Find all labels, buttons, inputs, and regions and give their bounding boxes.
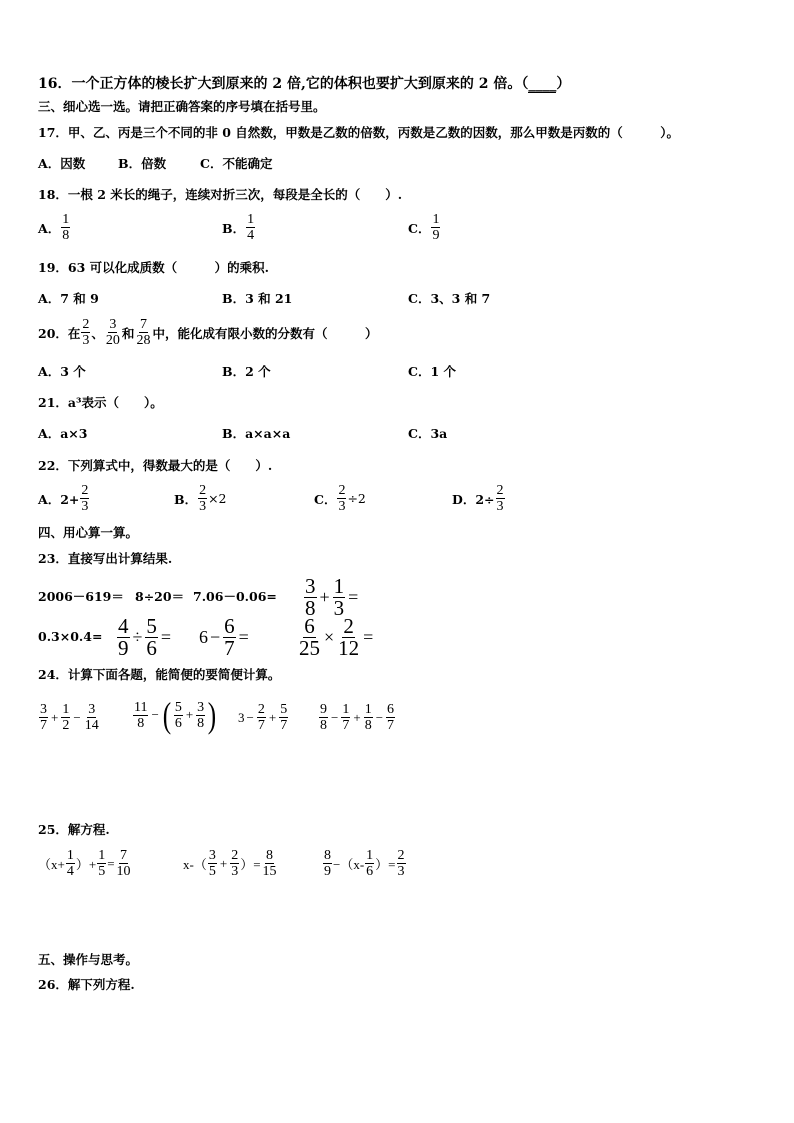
- q20-option-c: C．1 个: [408, 364, 456, 379]
- q22-option-c: C． $\frac{2}{3}$ ÷2: [314, 483, 366, 514]
- q25-equation-1: （x+ $\frac{1}{4}$ ）+ $\frac{1}{5}$ = $\frac{7}{10}$: [38, 848, 131, 879]
- section-3-heading: 三、细心选一选。请把正确答案的序号填在括号里。: [38, 99, 326, 114]
- fraction: $\frac{1}{8}$: [364, 702, 372, 733]
- q22-option-d: D．2÷ $\frac{2}{3}$: [452, 483, 504, 514]
- fraction: $\frac{1}{2}$: [62, 702, 70, 733]
- fraction: $\frac{2}{3}$: [338, 483, 346, 514]
- q23-expr-6: $\frac{4}{9}$ ÷ $\frac{5}{6}$ =: [118, 614, 172, 660]
- q20-option-a: A．3 个: [38, 364, 86, 379]
- fraction: $\frac{2}{3}$: [82, 317, 90, 348]
- fraction: $\frac{8}{15}$: [262, 848, 277, 879]
- q22-option-b: B． $\frac{2}{3}$ ×2: [174, 483, 227, 514]
- fraction: $\frac{1}{3}$: [333, 574, 345, 620]
- question-16: 16．一个正方体的棱长扩大到原来的 2 倍,它的体积也要扩大到原来的 2 倍。（____）: [38, 76, 571, 92]
- fraction: $\frac{2}{3}$: [496, 483, 504, 514]
- q24-expr-4: $\frac{9}{8}$ − $\frac{1}{7}$ + $\frac{1}{8}$ − $\frac{6}{7}$: [320, 702, 395, 733]
- fraction: $\frac{3}{20}$: [105, 317, 120, 348]
- question-18: 18．一根 2 米长的绳子，连续对折三次，每段是全长的（ ）.: [38, 187, 403, 202]
- fraction: $\frac{5}{7}$: [280, 702, 288, 733]
- fraction: $\frac{3}{5}$: [208, 848, 216, 879]
- fraction: $\frac{1}{6}$: [366, 848, 374, 879]
- q18-option-b: B． $\frac{1}{4}$: [222, 212, 255, 243]
- fraction: $\frac{1}{4}$: [66, 848, 74, 879]
- fraction: $\frac{6}{7}$: [224, 614, 235, 660]
- answer-blank: ____: [528, 76, 557, 92]
- q21-option-c: C．3a: [408, 426, 448, 441]
- fraction: $\frac{2}{12}$: [338, 614, 360, 660]
- q23-expr-4: $\frac{3}{8}$ + $\frac{1}{3}$ =: [305, 574, 359, 620]
- q19-option-a: A．7 和 9: [38, 291, 99, 306]
- fraction: $\frac{5}{6}$: [146, 614, 157, 660]
- fraction: $\frac{2}{3}$: [397, 848, 405, 879]
- fraction: $\frac{6}{25}$: [299, 614, 320, 660]
- q18-option-a: A． $\frac{1}{8}$: [38, 212, 70, 243]
- fraction: $\frac{2}{3}$: [231, 848, 239, 879]
- q24-expr-2: $\frac{11}{8}$ − ( $\frac{5}{6}$ + $\frac{3}{8}$ ): [134, 695, 217, 735]
- q23-expr-1: 2006－619＝: [38, 589, 124, 604]
- question-22: 22．下列算式中，得数最大的是（ ）.: [38, 458, 273, 473]
- section-4-heading: 四、用心算一算。: [38, 525, 139, 540]
- question-24: 24．计算下面各题，能简便的要简便计算。: [38, 667, 281, 682]
- q23-expr-7: 6 − $\frac{6}{7}$ =: [199, 614, 249, 660]
- q24-expr-1: $\frac{3}{7}$ + $\frac{1}{2}$ − $\frac{3}{14}$: [40, 702, 99, 733]
- fraction: $\frac{5}{6}$: [174, 699, 182, 731]
- fraction: $\frac{8}{9}$: [324, 848, 331, 879]
- q25-equation-2: x-（ $\frac{3}{5}$ + $\frac{2}{3}$ ）= $\frac{8}{15}$: [183, 848, 277, 879]
- q19-option-c: C．3、3 和 7: [408, 291, 491, 306]
- q23-expr-8: $\frac{6}{25}$ × $\frac{2}{12}$ =: [299, 614, 374, 660]
- fraction: $\frac{6}{7}$: [387, 702, 395, 733]
- q21-option-a: A．a×3: [38, 426, 88, 441]
- fraction: $\frac{3}{14}$: [84, 702, 99, 733]
- q23-expr-5: 0.3×0.4=: [38, 629, 103, 644]
- fraction: $\frac{1}{7}$: [342, 702, 350, 733]
- question-19: 19．63 可以化成质数（ ）的乘积.: [38, 260, 269, 275]
- fraction: $\frac{1}{8}$: [62, 212, 70, 243]
- question-20: 20．在 $\frac{2}{3}$ 、 $\frac{3}{20}$ 和 $\frac{7}{28}$ 中，能化成有限小数的分数有（ ）: [38, 317, 378, 348]
- question-21: 21．a³表示（ ）。: [38, 395, 163, 410]
- fraction: $\frac{7}{10}$: [116, 848, 131, 879]
- fraction: $\frac{1}{4}$: [247, 212, 255, 243]
- q23-expr-3: 7.06－0.06=: [193, 589, 277, 604]
- q25-equation-3: $\frac{8}{9}$ −（x- $\frac{1}{6}$ ）= $\frac{2}{3}$: [324, 848, 405, 879]
- question-25: 25．解方程.: [38, 822, 110, 837]
- fraction: $\frac{9}{8}$: [320, 702, 327, 733]
- q17-option-c: C．不能确定: [200, 156, 273, 171]
- question-26: 26．解下列方程.: [38, 977, 135, 992]
- section-5-heading: 五、操作与思考。: [38, 952, 139, 967]
- fraction: $\frac{11}{8}$: [134, 699, 148, 731]
- q21-option-b: B．a×a×a: [222, 426, 291, 441]
- fraction: $\frac{2}{3}$: [199, 483, 207, 514]
- fraction: $\frac{3}{8}$: [305, 574, 316, 620]
- fraction: $\frac{7}{28}$: [136, 317, 151, 348]
- fraction: $\frac{3}{7}$: [40, 702, 47, 733]
- q23-expr-2: 8÷20＝: [135, 589, 185, 604]
- q22-option-a: A．2+ $\frac{2}{3}$: [38, 483, 89, 514]
- q18-option-c: C． $\frac{1}{9}$: [408, 212, 440, 243]
- fraction: $\frac{2}{7}$: [257, 702, 265, 733]
- q20-option-b: B．2 个: [222, 364, 271, 379]
- question-23: 23．直接写出计算结果.: [38, 551, 173, 566]
- fraction: $\frac{1}{9}$: [432, 212, 440, 243]
- q19-option-b: B．3 和 21: [222, 291, 293, 306]
- fraction: $\frac{4}{9}$: [118, 614, 129, 660]
- question-17: 17．甲、乙、丙是三个不同的非 0 自然数，甲数是乙数的倍数，丙数是乙数的因数，那么甲数是丙数的（ ）。: [38, 125, 680, 140]
- q17-option-b: B．倍数: [118, 156, 167, 171]
- fraction: $\frac{3}{8}$: [197, 699, 205, 731]
- fraction: $\frac{1}{5}$: [98, 848, 106, 879]
- left-paren: (: [162, 695, 172, 735]
- q17-option-a: A．因数: [38, 156, 86, 171]
- right-paren: ): [207, 695, 217, 735]
- fraction: $\frac{2}{3}$: [81, 483, 89, 514]
- q24-expr-3: 3 − $\frac{2}{7}$ + $\frac{5}{7}$: [238, 702, 288, 733]
